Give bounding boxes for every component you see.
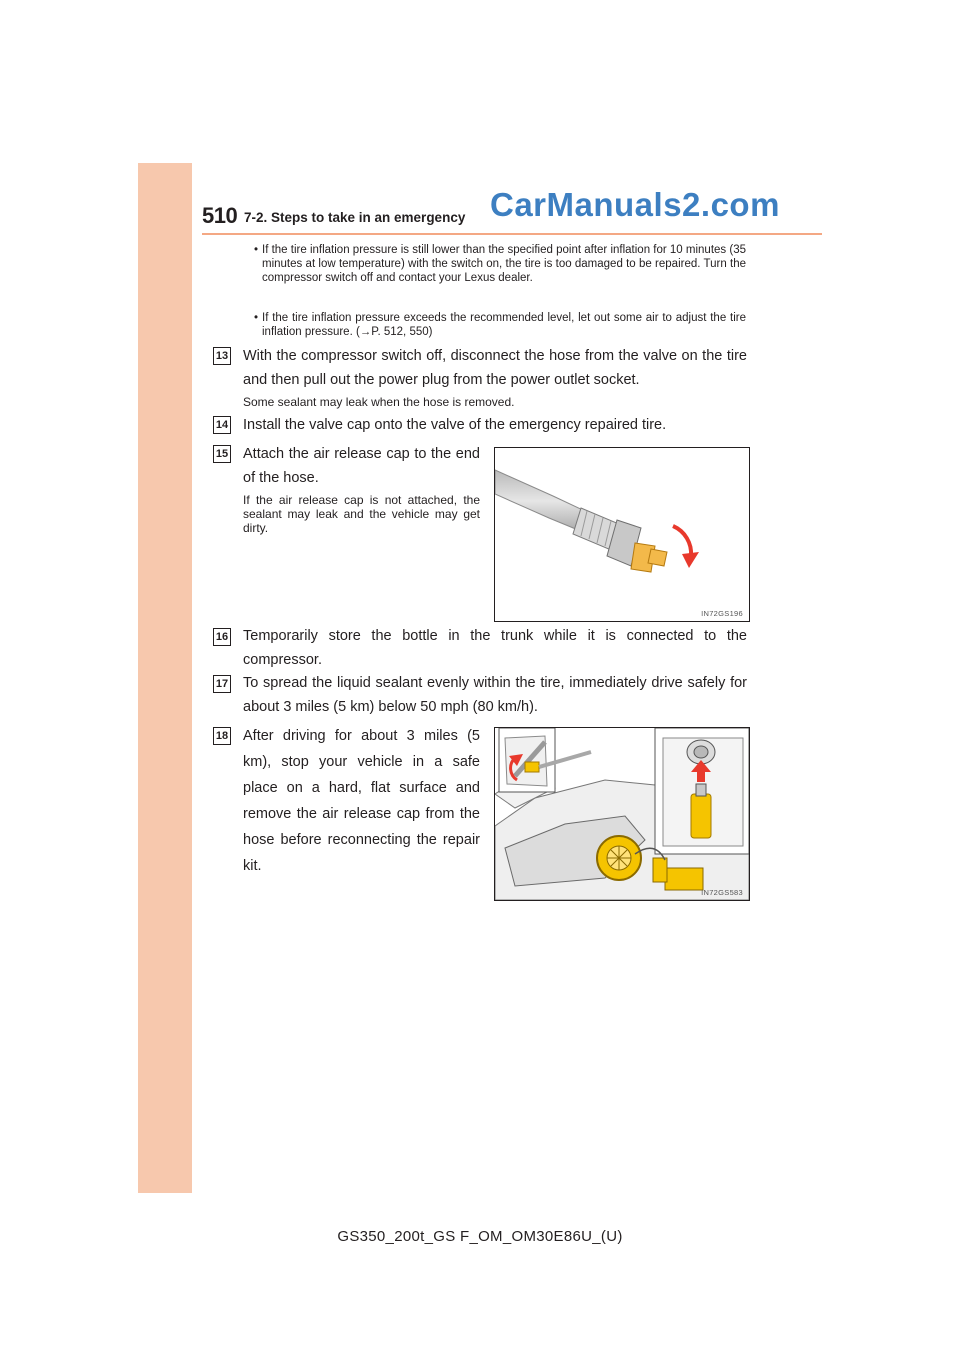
step-text: Install the valve cap onto the valve of the emergency repaired tire. bbox=[243, 417, 667, 433]
bullet: • bbox=[254, 312, 259, 324]
footer-document-code: GS350_200t_GS F_OM_OM30E86U_(U) bbox=[337, 1228, 623, 1245]
step-number: 14 bbox=[213, 416, 231, 434]
repair-kit-illustration bbox=[495, 728, 749, 900]
note-item bbox=[254, 311, 746, 339]
note-item bbox=[254, 243, 746, 285]
step-text: Attach the air release cap to the end of the hose. bbox=[243, 446, 480, 486]
bullet: • bbox=[254, 244, 259, 256]
section-title: 7-2. Steps to take in an emergency bbox=[244, 210, 466, 225]
hose-air-release-cap-figure bbox=[494, 447, 750, 622]
hose-illustration bbox=[495, 448, 749, 621]
step-text: To spread the liquid sealant evenly within the tire, immediately drive safely for about 3 miles (5 km) below 50 mph (80 km/h). bbox=[243, 675, 747, 715]
step-number: 18 bbox=[213, 727, 231, 745]
step-text: Temporarily store the bottle in the trunk while it is connected to the compressor. bbox=[243, 628, 747, 668]
note-text: If the tire inflation pressure exceeds the recommended level, let out some air to adjust the tire inflation pressure. (→P. 512, 550) bbox=[262, 312, 746, 338]
step-text: After driving for about 3 miles (5 km), stop your vehicle in a safe place on a hard, flat surface and remove the air release cap from the hose before reconnecting the repair kit. bbox=[243, 728, 480, 874]
step-number: 15 bbox=[213, 445, 231, 463]
step-subtext: If the air release cap is not attached, the sealant may leak and the vehicle may get dirty. bbox=[243, 493, 480, 535]
step-number: 13 bbox=[213, 347, 231, 365]
page-number: 510 bbox=[202, 203, 238, 228]
figure-code: IN72GS196 bbox=[701, 609, 743, 618]
header-rule bbox=[202, 233, 822, 235]
note-text: If the tire inflation pressure is still lower than the specified point after inflation for 10 minutes (35 minutes at low temperature) with the switch on, the tire is too damaged to be repaired. Turn the compressor switch off and contact your Lexus dealer. bbox=[262, 244, 746, 284]
step-number: 16 bbox=[213, 628, 231, 646]
step-subtext: Some sealant may leak when the hose is removed. bbox=[243, 395, 515, 409]
figure-code: IN72GS583 bbox=[701, 888, 743, 897]
repair-kit-figure bbox=[494, 727, 750, 901]
side-color-tab bbox=[138, 163, 192, 1193]
step-text: With the compressor switch off, disconnect the hose from the valve on the tire and then pull out the power plug from the power outlet socket. bbox=[243, 348, 747, 388]
step-number: 17 bbox=[213, 675, 231, 693]
watermark-logo: CarManuals2.com bbox=[490, 186, 780, 223]
